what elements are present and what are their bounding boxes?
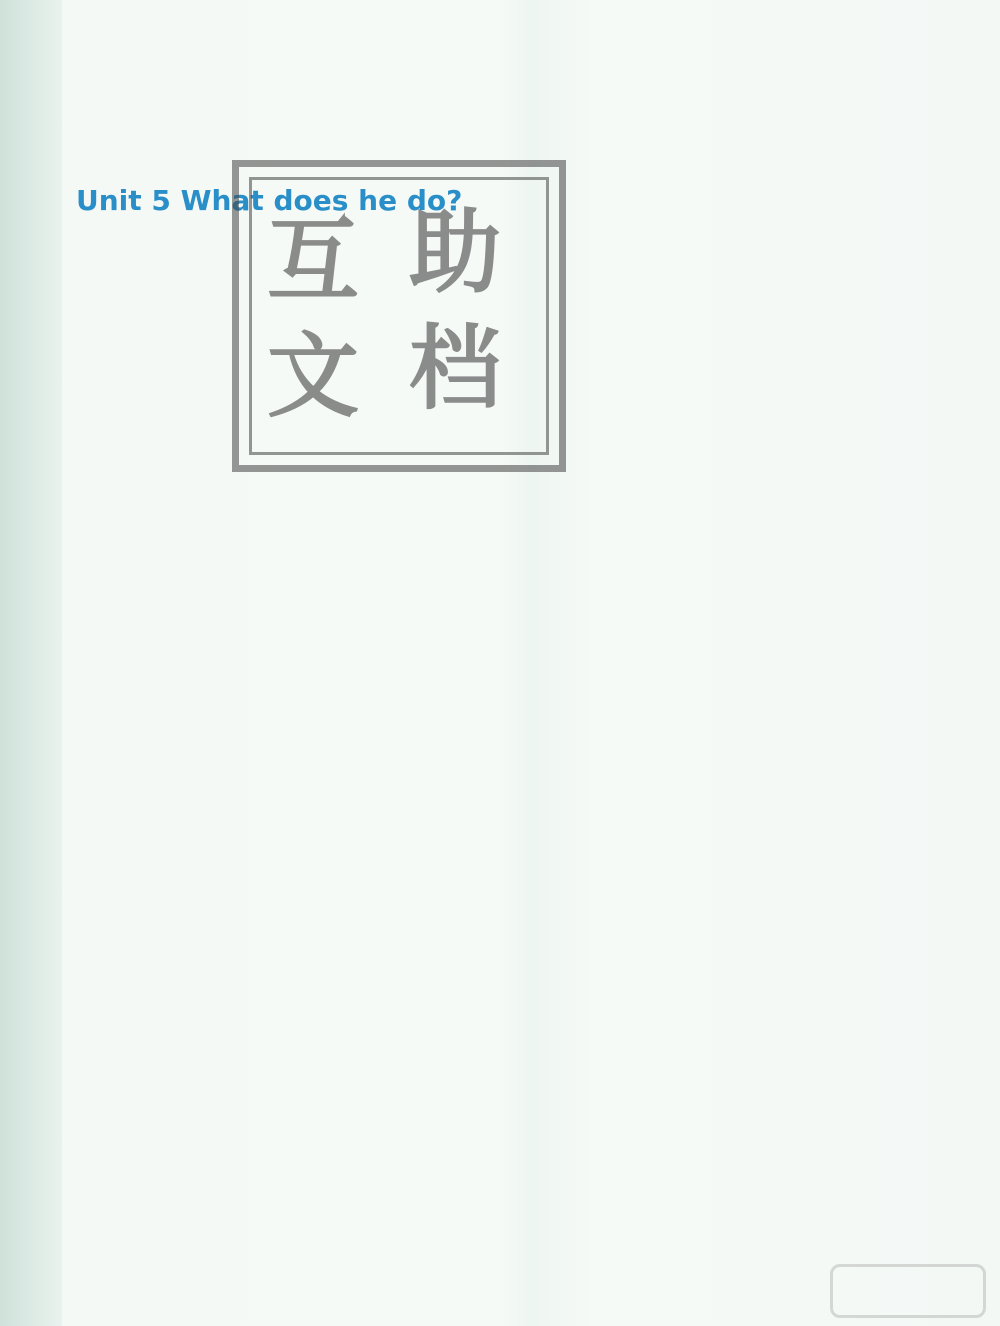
stamp-char: 档: [409, 315, 502, 422]
stamp-inner-border: [249, 177, 549, 455]
corner-logo-watermark: [830, 1264, 986, 1318]
page-spine-shadow: [0, 0, 62, 1326]
unit-title: Unit 5 What does he do?: [76, 184, 463, 217]
stamp-char: 文: [267, 323, 360, 430]
stamp-char: 互: [267, 207, 360, 314]
stamp-char: 助: [409, 199, 502, 306]
